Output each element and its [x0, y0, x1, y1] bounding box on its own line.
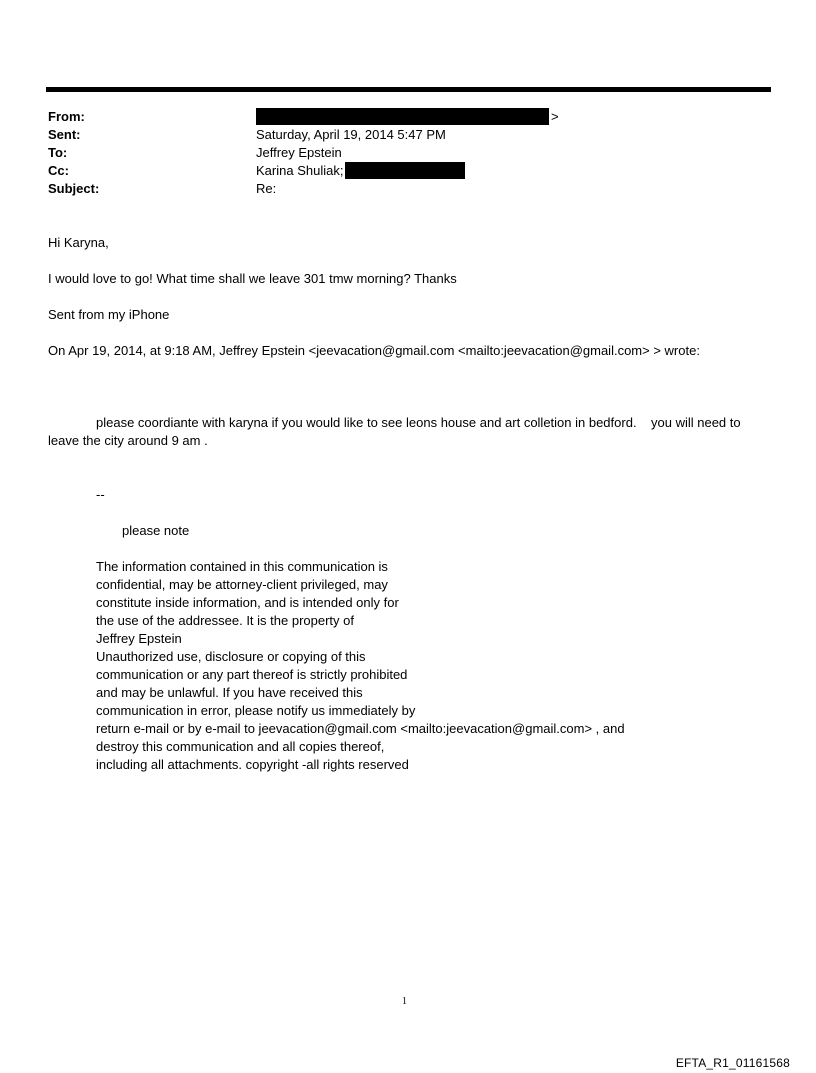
reply-line: I would love to go! What time shall we leave 301 tmw morning? Thanks	[48, 271, 457, 286]
subject-value: Re:	[256, 181, 277, 196]
to-label: To:	[48, 145, 68, 160]
bates-number: EFTA_R1_01161568	[675, 1056, 790, 1070]
sent-label: Sent:	[48, 127, 81, 142]
greeting: Hi Karyna,	[48, 235, 109, 250]
signature: Sent from my iPhone	[48, 307, 170, 322]
quote-intro: On Apr 19, 2014, at 9:18 AM, Jeffrey Epstein <jeevacation@gmail.com <mailto:jeevacation@gmail.com> > wrote:	[48, 343, 700, 358]
subject-label: Subject:	[48, 181, 100, 196]
cc-label: Cc:	[48, 163, 69, 178]
from-suffix: >	[551, 109, 559, 124]
header-rule	[46, 87, 771, 92]
please-note: please note	[122, 523, 190, 538]
sent-value: Saturday, April 19, 2014 5:47 PM	[256, 127, 446, 142]
from-label: From:	[48, 109, 85, 124]
page-number: 1	[402, 996, 407, 1007]
signature-dashes: --	[96, 487, 105, 502]
quoted-message: please coordiante with karyna if you would like to see leons house and art colletion in bedford. you will need to leave the city around 9 am .	[48, 415, 745, 448]
from-redaction	[256, 108, 549, 125]
disclaimer: The information contained in this communication is confidential, may be attorney-client privileged, may constitute inside information, and is intended only for the use of the addressee. It is the property of Jeffrey Epstein Unauthorized use, disclosure or copying of this communication or any part thereof is strictly prohibited and may be unlawful. If you have received this communication in error, please notify us immediately by return e-mail or by e-mail to jeevacation@gmail.com <mailto:jeevacation@gmail.com> , and destroy this communication and all copies thereof, including all attachments. copyright -all rights reserved	[96, 559, 625, 772]
cc-value: Karina Shuliak;	[256, 163, 344, 178]
cc-redaction	[345, 162, 465, 179]
to-value: Jeffrey Epstein	[256, 145, 342, 160]
